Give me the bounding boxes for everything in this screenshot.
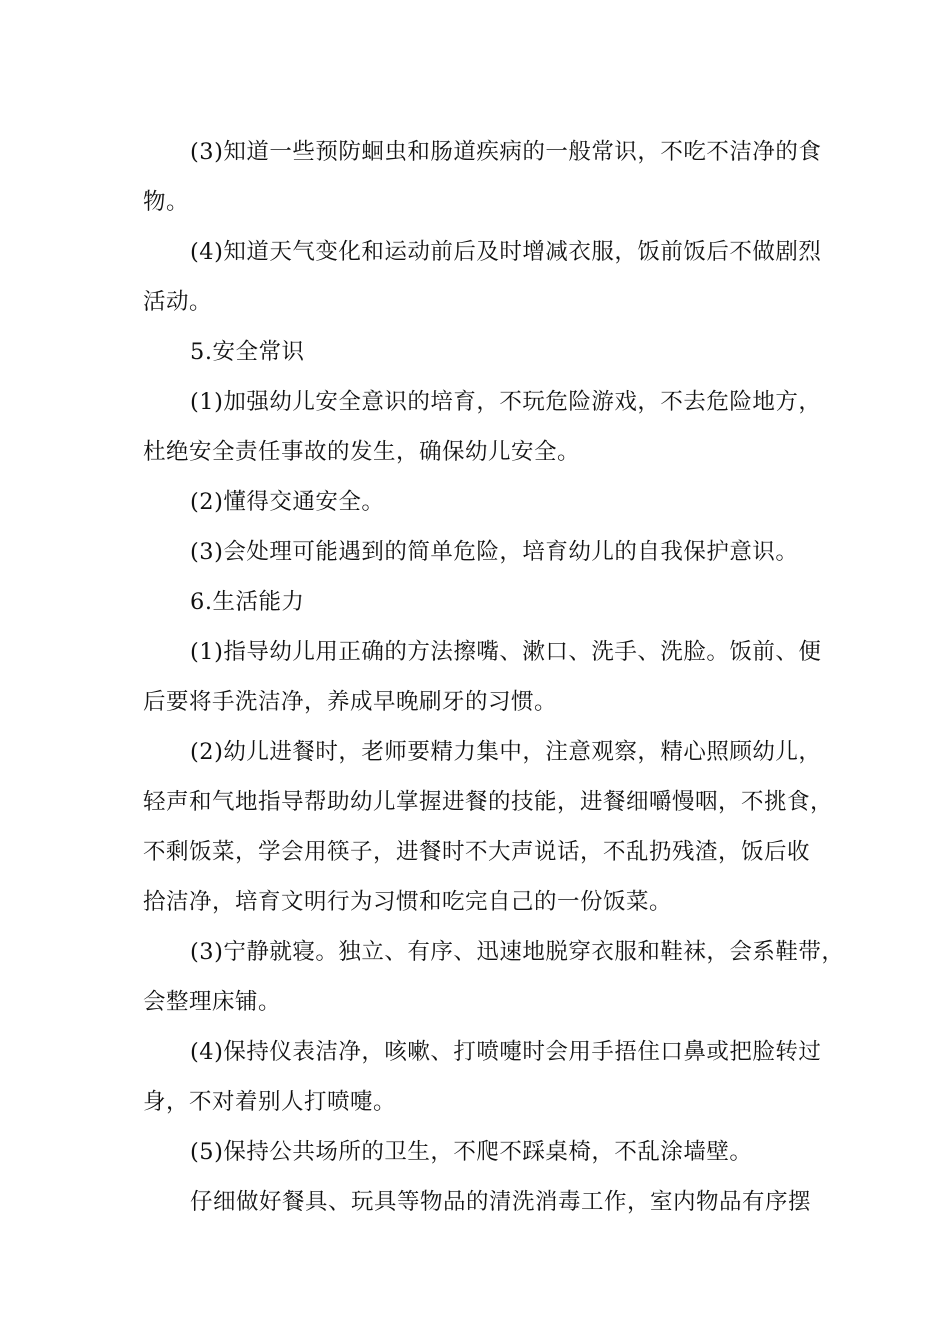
paragraph-life-item-2-line-4: 拾洁净，培育文明行为习惯和吃完自己的一份饭菜。 [143, 889, 673, 915]
paragraph-cleaning-line-1: 仔细做好餐具、玩具等物品的清洗消毒工作，室内物品有序摆 [190, 1189, 812, 1215]
paragraph-life-item-4-line-2: 身，不对着别人打喷嚏。 [143, 1089, 397, 1115]
paragraph-hygiene-item-3-line-2: 物。 [143, 189, 190, 215]
paragraph-life-item-3-line-2: 会整理床铺。 [143, 989, 282, 1015]
paragraph-hygiene-item-4-line-2: 活动。 [143, 289, 213, 315]
paragraph-life-item-2-line-2: 轻声和气地指导帮助幼儿掌握进餐的技能，进餐细嚼慢咽，不挑食， [143, 789, 834, 815]
paragraph-safety-item-3: (3)会处理可能遇到的简单危险，培育幼儿的自我保护意识。 [190, 539, 799, 565]
paragraph-hygiene-item-3-line-1: (3)知道一些预防蛔虫和肠道疾病的一般常识，不吃不洁净的食 [190, 139, 822, 165]
paragraph-life-item-5: (5)保持公共场所的卫生，不爬不踩桌椅，不乱涂墙壁。 [190, 1139, 753, 1165]
paragraph-hygiene-item-4-line-1: (4)知道天气变化和运动前后及时增减衣服，饭前饭后不做剧烈 [190, 239, 822, 265]
section-heading-safety: 5.安全常识 [190, 339, 305, 365]
paragraph-life-item-2-line-3: 不剩饭菜，学会用筷子，进餐时不大声说话，不乱扔残渣，饭后收 [143, 839, 811, 865]
paragraph-safety-item-1-line-1: (1)加强幼儿安全意识的培育，不玩危险游戏，不去危险地方， [190, 389, 822, 415]
paragraph-safety-item-1-line-2: 杜绝安全责任事故的发生，确保幼儿安全。 [143, 439, 581, 465]
section-heading-life-skills: 6.生活能力 [190, 589, 305, 615]
paragraph-life-item-3-line-1: (3)宁静就寝。独立、有序、迅速地脱穿衣服和鞋袜，会系鞋带， [190, 939, 845, 965]
paragraph-safety-item-2: (2)懂得交通安全。 [190, 489, 385, 515]
paragraph-life-item-2-line-1: (2)幼儿进餐时，老师要精力集中，注意观察，精心照顾幼儿， [190, 739, 822, 765]
paragraph-life-item-1-line-1: (1)指导幼儿用正确的方法擦嘴、漱口、洗手、洗脸。饭前、便 [190, 639, 822, 665]
paragraph-life-item-4-line-1: (4)保持仪表洁净，咳嗽、打喷嚏时会用手捂住口鼻或把脸转过 [190, 1039, 822, 1065]
paragraph-life-item-1-line-2: 后要将手洗洁净，养成早晚刷牙的习惯。 [143, 689, 558, 715]
